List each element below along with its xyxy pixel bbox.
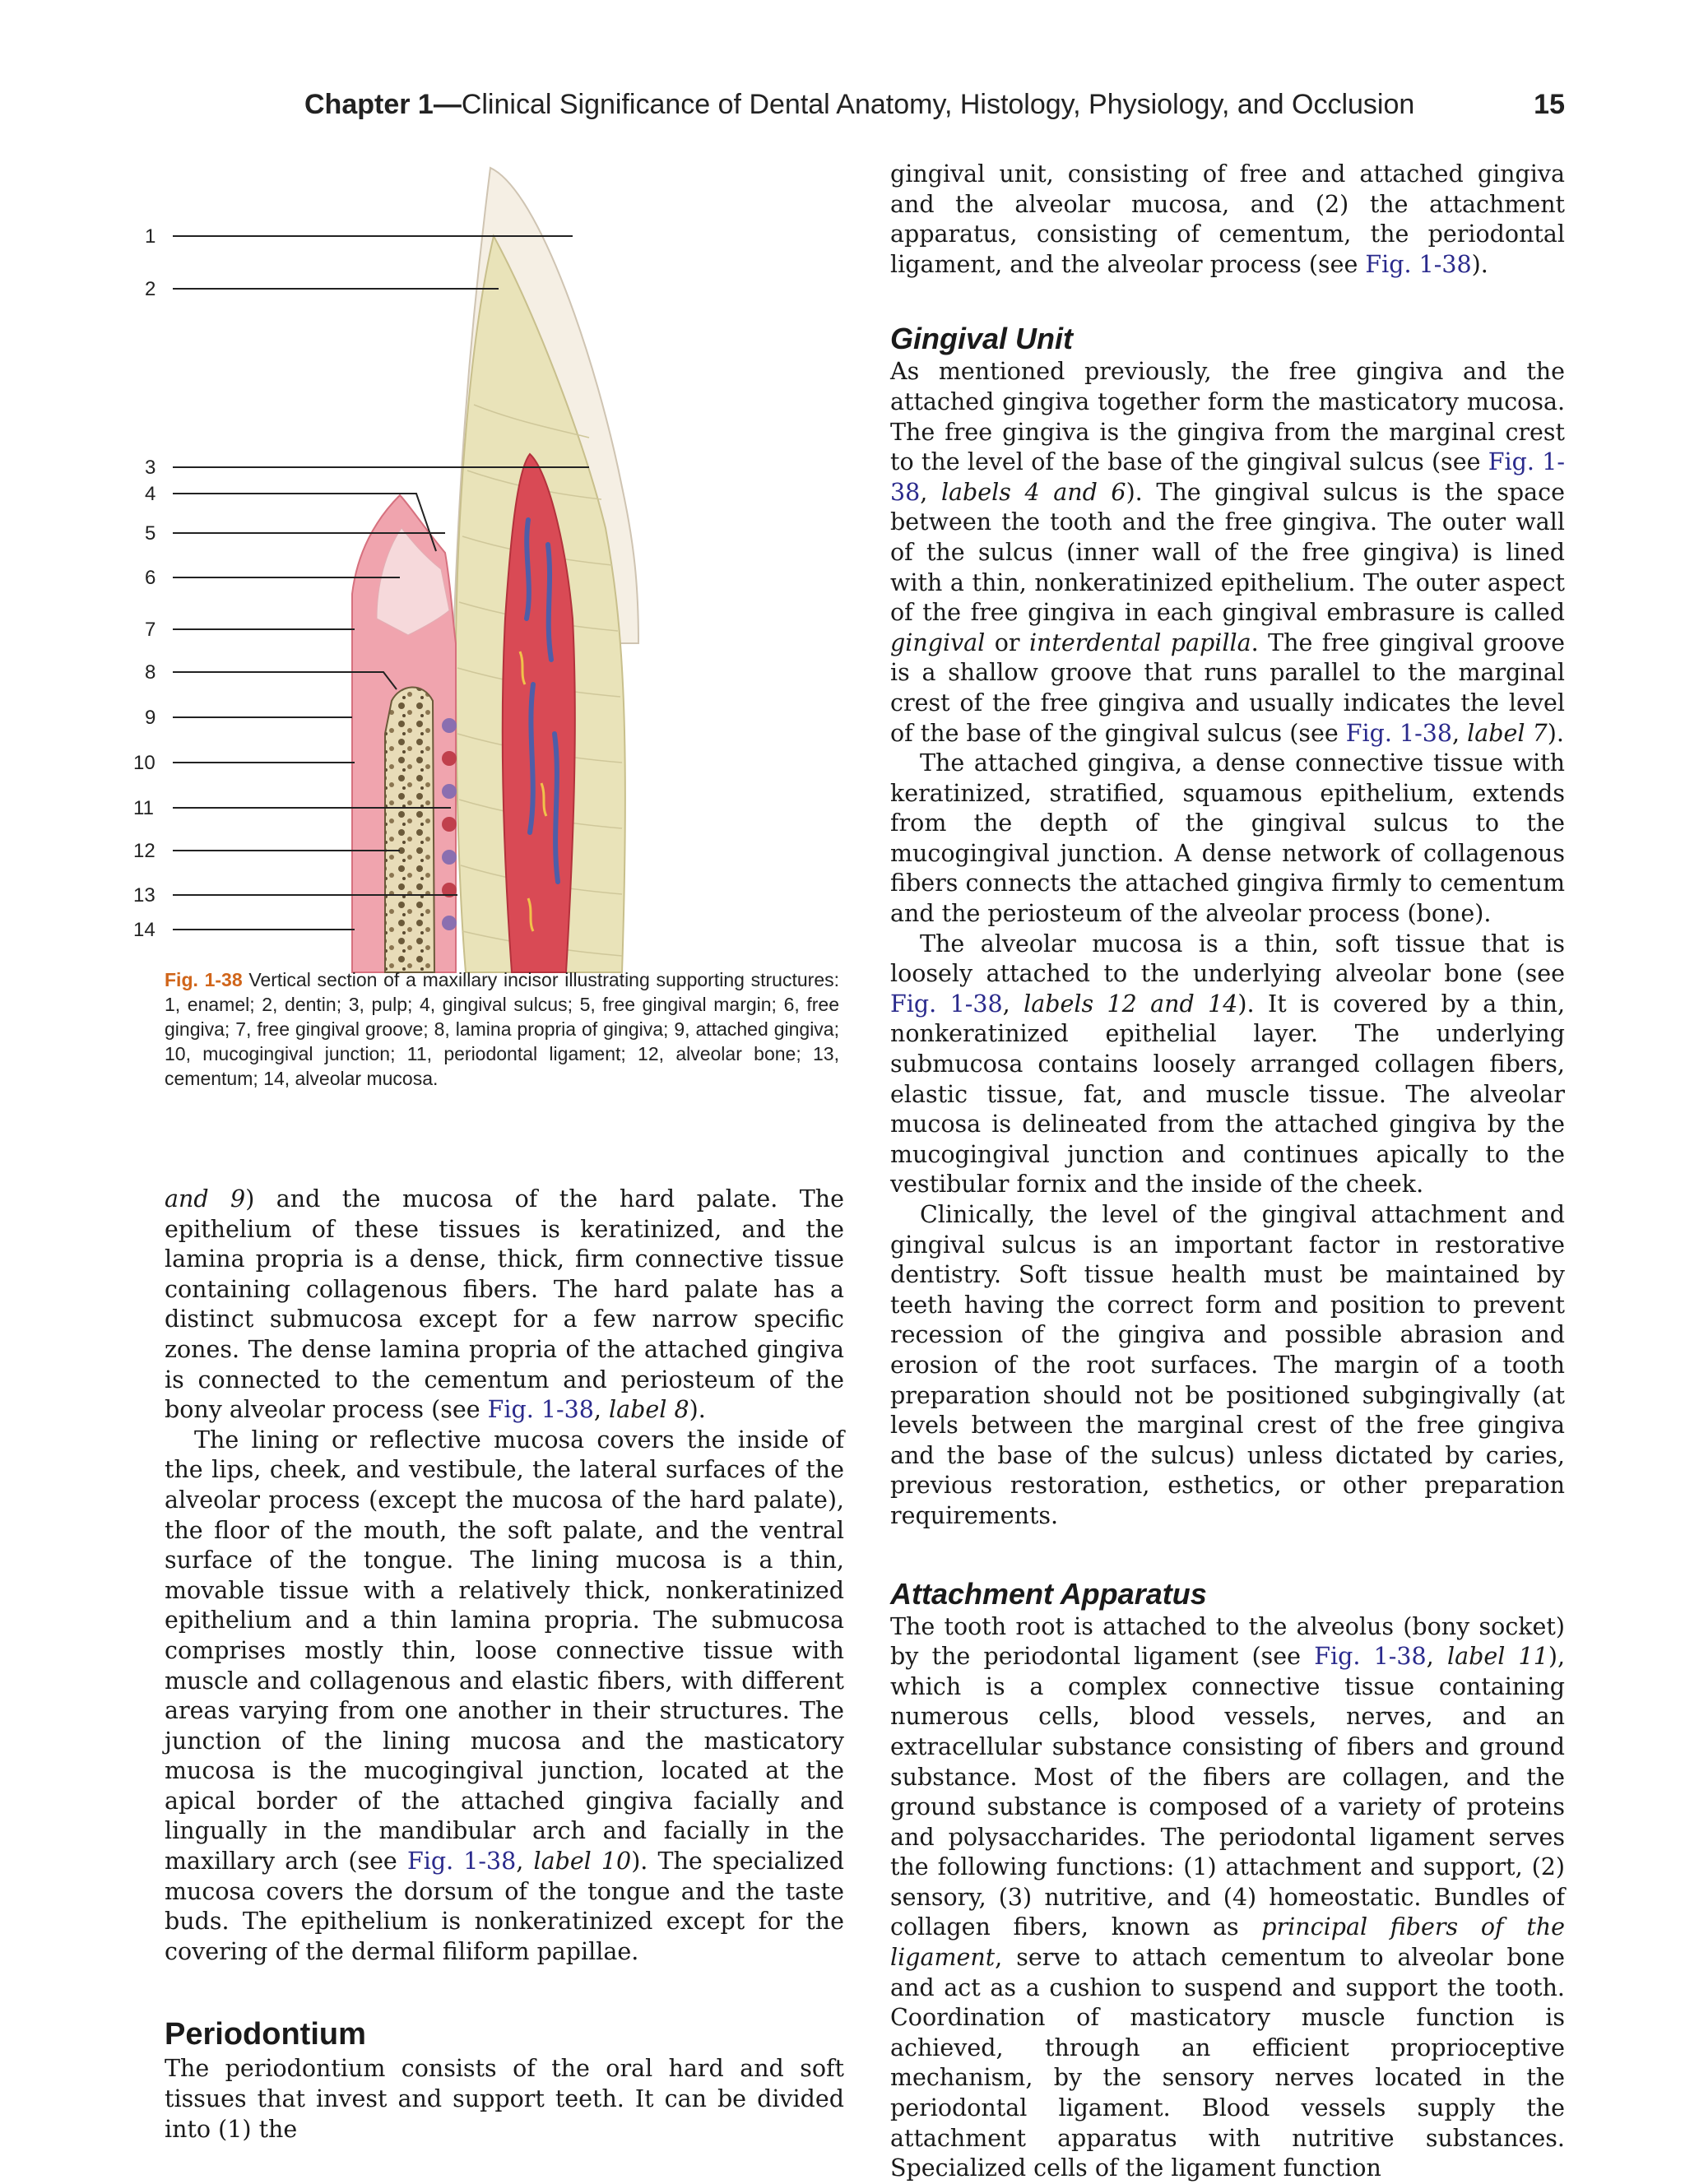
figure-label-13: 13 (133, 884, 156, 907)
figure-label-9: 9 (145, 707, 156, 729)
text-span: ). The specialized mucosa covers the dorsum of the tongue and the taste buds. The epithelium is nonkeratinized except for the covering of the dermal filiform papillae. (165, 1848, 844, 1965)
figure-label-2: 2 (145, 278, 156, 300)
text-span: ). The gingival sulcus is the space between the tooth and the free gingiva. The outer wall of the sulcus (inner wall of the free gingiva) is lined with a thin, nonkeratinized epithelium. The outer aspect of the free gingiva in each gingival embrasure is called (890, 478, 1565, 627)
figure-label-6: 6 (145, 567, 156, 589)
heading-attachment-apparatus: Attachment Apparatus (890, 1576, 1207, 1611)
text-span: , (516, 1848, 534, 1876)
text-span: ), which is a complex connective tissue containing numerous cells, blood vessels, nerves, and an extracellular substance consisting of fibers and ground substance. Most of the fibers are collagen, and the ground substance is composed of a variety of proteins and polysaccharides. The periodontal ligament serves the following functions: (1) attachment and support, (2) sensory, (3) nutritive, and (4) homeostatic. Bundles of collagen fibers, known as (890, 1643, 1566, 1941)
text-span: ). It is covered by a thin, nonkeratinized epithelial layer. The underlying submucosa contains loosely arranged collagen fibers, elastic tissue, fat, and muscle tissue. The alveolar mucosa is delineated from the attached gingiva by the mucogingival junction and continues apically to the vestibular fornix and the inside of the cheek. (890, 990, 1565, 1199)
text-span: The lining or reflective mucosa covers the inside of the lips, cheek, and vestibule, the lateral surfaces of the alveolar process (except the mucosa of the hard palate), the floor of the mouth, the soft palate, and the ventral surface of the tongue. The lining mucosa is a thin, movable tissue with a relatively thick, nonkeratinized epithelium and a thin lamina propria. The submucosa comprises mostly thin, loose connective tissue with muscle and collagenous and elastic fibers, with different areas varying from one another in their structures. The junction of the lining mucosa and the masticatory mucosa is the mucogingival junction, located at the apical border of the attached gingiva facially and lingually in the mandibular arch and facially in the maxillary arch (see (165, 1426, 844, 1876)
figure-label-12: 12 (133, 840, 156, 862)
heading-gingival-unit: Gingival Unit (890, 322, 1074, 356)
italic-span: label 10 (533, 1848, 632, 1876)
left-paragraph-2 (165, 1426, 844, 1968)
text-span: or (985, 628, 1029, 656)
figure-label-8: 8 (145, 661, 156, 684)
italic-span: and 9 (165, 1185, 246, 1213)
italic-span: label 11 (1446, 1643, 1548, 1671)
text-span: ). (1471, 250, 1488, 278)
figure-link[interactable]: Fig. 1-38 (406, 1848, 517, 1876)
text-span: , (920, 478, 941, 506)
text-span: , (593, 1396, 610, 1424)
left-column (165, 1185, 844, 2145)
running-head (304, 89, 1565, 121)
italic-span: principal fibers of the ligament (890, 1913, 1565, 1972)
right-paragraph-3 (890, 930, 1565, 1200)
figure-caption (165, 967, 839, 1091)
text-span: gingival unit, consisting of free and attached gingiva and the alveolar mucosa, and (2) the attachment apparatus, consisting of cementum, the periodontal ligament, and the alveolar process (see (890, 160, 1565, 278)
figure-label-10: 10 (133, 752, 156, 774)
right-paragraph-5 (890, 1612, 1565, 2184)
figure-label-7: 7 (145, 619, 156, 641)
figure-label-11: 11 (133, 797, 154, 819)
italic-span: labels 4 and 6 (940, 478, 1126, 506)
italic-span: interdental papilla (1028, 628, 1251, 656)
left-paragraph-1 (165, 1185, 844, 1426)
figure-link[interactable]: Fig. 1-38 (1345, 719, 1453, 747)
figure-label-4: 4 (145, 483, 156, 505)
text-span: As mentioned previously, the free gingiva and the attached gingiva together form the masticatory mucosa. The free gingiva is the gingiva from the marginal crest to the level of the base of the gingival sulcus (see (890, 358, 1565, 476)
italic-span: label 8 (609, 1396, 689, 1424)
right-paragraph-4: Clinically, the level of the gingival attachment and gingival sulcus is an important factor in restorative dentistry. Soft tissue health must be maintained by teeth having the correct form and position to prevent recession of the gingiva and possible abrasion and erosion of the root surfaces. The margin of a tooth preparation should not be positioned subgingivally (at levels between the marginal crest of the free gingiva and the base of the sulcus) unless dictated by caries, previous restoration, esthetics, or other preparation requirements. (890, 1201, 1565, 1529)
figure-link[interactable]: Fig. 1-38 (890, 990, 1003, 1018)
tooth-section-figure (133, 158, 885, 981)
caption-figure-label: Fig. 1-38 (165, 969, 243, 990)
heading-periodontium: Periodontium (165, 2017, 366, 2052)
figure-link[interactable]: Fig. 1-38 (487, 1396, 594, 1424)
page-number: 15 (1534, 89, 1565, 120)
text-span: , (1452, 719, 1468, 747)
figure-label-14: 14 (133, 919, 156, 941)
figure-link[interactable]: Fig. 1-38 (1365, 250, 1472, 278)
text-span: ) and the mucosa of the hard palate. The epithelium of these tissues is keratinized, and the lamina propria is a dense, thick, firm connective tissue containing collagenous fibers. The hard palate has a distinct submucosa except for a few narrow specific zones. The dense lamina propria of the attached gingiva is connected to the cementum and periosteum of the bony alveolar process (see (165, 1185, 844, 1424)
figure-link[interactable]: Fig. 1-38 (890, 448, 1566, 506)
right-column (890, 160, 1565, 2184)
alveolar-bone-shape (385, 687, 434, 972)
right-paragraph-0 (890, 160, 1565, 280)
italic-span: label 7 (1467, 719, 1548, 747)
figure-link[interactable]: Fig. 1-38 (1314, 1643, 1427, 1671)
figure-label-1: 1 (145, 225, 156, 248)
chapter-label: Chapter 1— (304, 89, 462, 120)
text-span: . The free gingival groove is a shallow groove that runs parallel to the marginal crest of the free gingiva and usually indicates the level of the base of the gingival sulcus (see (890, 628, 1565, 747)
text-span: , (1002, 990, 1024, 1018)
text-span: ). (1547, 719, 1564, 747)
caption-text: Vertical section of a maxillary incisor illustrating supporting structures: 1, enamel; 2, dentin; 3, pulp; 4, gingival sulcus; 5, free gingival margin; 6, free gingiva; 7, free gingival groove; 8, lamina propria of gingiva; 9, attached gingiva; 10, mucogingival junction; 11, periodontal ligament; 12, alveolar bone; 13, cementum; 14, alveolar mucosa. (165, 969, 839, 1089)
figure-label-5: 5 (145, 522, 156, 545)
tooth-illustration (161, 158, 885, 981)
left-paragraph-3: The periodontium consists of the oral hard and soft tissues that invest and support teeth. It can be divided into (1) the (165, 2055, 844, 2143)
text-span: The tooth root is attached to the alveolus (bony socket) by the periodontal ligament (see (890, 1612, 1565, 1671)
text-span: , (1426, 1643, 1447, 1671)
text-span: , serve to attach cementum to alveolar bone and act as a cushion to suspend and support the tooth. Coordination of masticatory muscle function is achieved, through an efficient proprioceptive mechanism, by the sensory nerves located in the periodontal ligament. Blood vessels supply the attachment apparatus with nutritive substances. Specialized cells of the ligament function (890, 1944, 1565, 2182)
text-span: ). (689, 1396, 706, 1424)
chapter-title: Clinical Significance of Dental Anatomy, Histology, Physiology, and Occlusion (461, 89, 1415, 120)
right-paragraph-1 (890, 357, 1565, 749)
text-span: The alveolar mucosa is a thin, soft tissue that is loosely attached to the underlying alveolar bone (see (890, 930, 1565, 988)
italic-span: labels 12 and 14 (1024, 990, 1238, 1018)
figure-label-3: 3 (145, 457, 156, 479)
right-paragraph-2: The attached gingiva, a dense connective tissue with keratinized, stratified, squamous epithelium, extends from the depth of the gingival sulcus to the mucogingival junction. A dense network of collagenous fibers connects the attached gingiva firmly to cementum and the periosteum of the alveolar process (bone). (890, 749, 1565, 928)
italic-span: gingival (890, 628, 986, 656)
